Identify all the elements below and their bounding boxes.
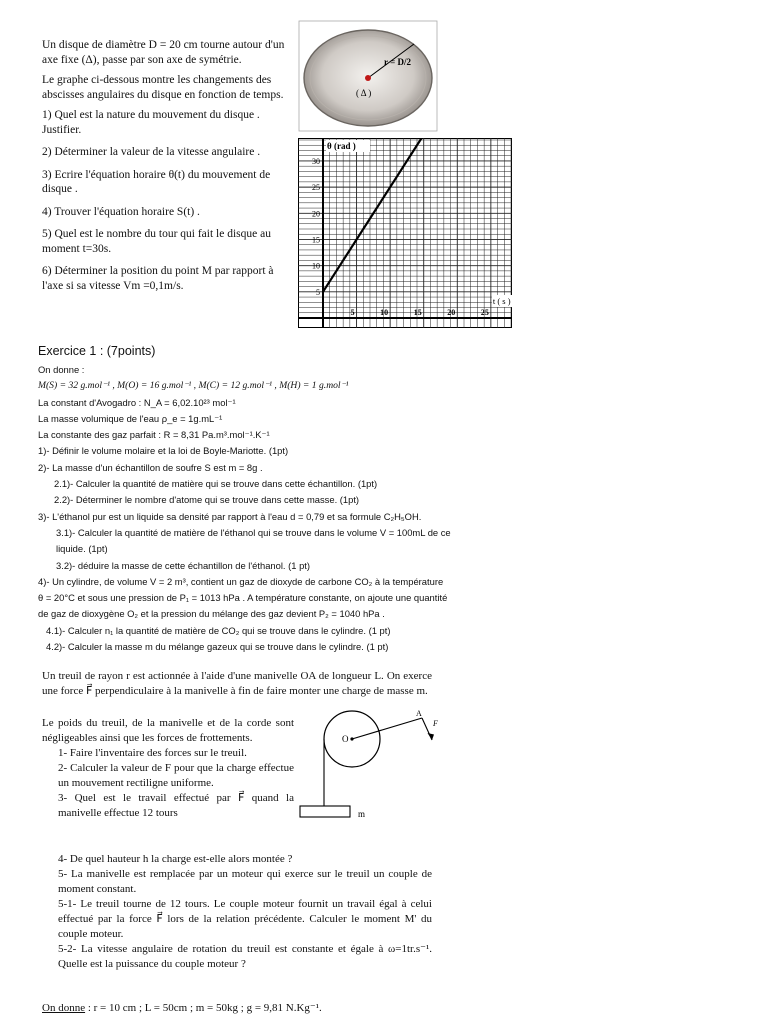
mass-label: m xyxy=(358,809,366,819)
x-tick-label: 25 xyxy=(480,308,489,317)
winch-question-2: 2- Calculer la valeur de F pour que la charge effectue un mouvement rectiligne uniforme. xyxy=(58,762,294,789)
winch-bottom-questions xyxy=(42,852,432,972)
force-label: F⃗ xyxy=(433,719,444,728)
x-tick-label: 10 xyxy=(380,308,389,317)
given-heading: On donne : xyxy=(38,364,85,375)
water-density: La masse volumique de l'eau ρ_e = 1g.mL⁻¹ xyxy=(38,412,223,424)
disk-illustration xyxy=(298,20,438,132)
x-tick-label: 15 xyxy=(413,308,422,317)
chem-question-1: 1)- Définir le volume molaire et la loi de Boyle-Mariotte. (1pt) xyxy=(38,445,289,457)
winch-center-label: O xyxy=(342,734,349,744)
chem-question-2-2: 2.2)- Déterminer le nombre d'atome qui se trouve dans cette masse. (1pt) xyxy=(54,494,360,506)
y-tick-label: 5 xyxy=(316,287,320,297)
chem-question-3-2: 3.2)- déduire la masse de cette échantillon de l'éthanol. (1 pt) xyxy=(56,559,311,571)
load-mass xyxy=(300,806,350,817)
winch-question-3: 3- Quel est le travail effectué par F⃗ quand la manivelle effectue 12 tours xyxy=(58,792,294,819)
crank-end-label: A xyxy=(416,709,422,718)
exercise-disk-text xyxy=(42,38,287,301)
chem-question-3-1-cont: liquide. (1pt) xyxy=(56,543,108,555)
question-5: 5) Quel est le nombre du tour qui fait le disque au moment t=30s. xyxy=(42,228,271,255)
given-values: : r = 10 cm ; L = 50cm ; m = 50kg ; g = 9,81 N.Kg⁻¹. xyxy=(85,1002,322,1014)
chem-question-3-1: 3.1)- Calculer la quantité de matière de l'éthanol qui se trouve dans le volume V = 100mL de ce xyxy=(56,526,451,538)
winch-given-data xyxy=(42,1001,322,1014)
question-4: 4) Trouver l'équation horaire S(t) . xyxy=(42,205,200,218)
y-tick-label: 15 xyxy=(312,235,320,245)
crank-arm xyxy=(352,718,422,739)
y-tick-label: 25 xyxy=(312,183,320,193)
chem-question-2-1: 2.1)- Calculer la quantité de matière qui se trouve dans cette échantillon. (1pt) xyxy=(54,478,378,490)
exercise-title: Exercice 1 : (7points) xyxy=(38,344,156,358)
winch-question-5: 5- La manivelle est remplacée par un moteur qui exerce sur le treuil un couple de moment constant. xyxy=(58,868,432,895)
winch-intro: Un treuil de rayon r est actionnée à l'aide d'une manivelle OA de longueur L. On exerce une force F⃗ perpendiculaire à la manivelle à fin de faire monter une charge de masse m. xyxy=(42,670,432,697)
disk-center xyxy=(365,75,371,81)
question-3: 3) Ecrire l'équation horaire θ(t) du mouvement de disque . xyxy=(42,168,271,195)
chem-question-3: 3)- L'éthanol pur est un liquide sa densité par rapport à l'eau d = 0,79 et sa formule C₂H₅OH. xyxy=(38,510,422,522)
graph-grid xyxy=(298,138,512,328)
question-6: 6) Déterminer la position du point M par rapport à l'axe si sa vitesse Vm =0,1m/s. xyxy=(42,265,274,292)
winch-weights-note: Le poids du treuil, de la manivelle et de la corde sont négligeables ainsi que les forces de frottements. xyxy=(42,717,294,744)
chem-question-4-cont-1: θ = 20°C et sous une pression de P₁ = 1013 hPa . A température constante, on ajoute une quantité xyxy=(38,592,448,604)
chem-question-4: 4)- Un cylindre, de volume V = 2 m³, contient un gaz de dioxyde de carbone CO₂ à la température xyxy=(38,575,444,587)
winch-question-1: 1- Faire l'inventaire des forces sur le treuil. xyxy=(58,747,247,759)
disk-intro: Un disque de diamètre D = 20 cm tourne autour d'un axe fixe (Δ), passe par son axe de symétrie. xyxy=(42,39,285,66)
graph-frame xyxy=(299,139,512,328)
winch-diagram xyxy=(298,706,444,826)
y-axis-label: θ (rad ) xyxy=(327,141,356,151)
winch-question-5-2: 5-2- La vitesse angulaire de rotation du treuil est constante et égale à ω=1tr.s⁻¹. Quelle est la puissance du couple moteur ? xyxy=(58,943,432,970)
x-axis-label: t ( s ) xyxy=(492,296,511,306)
question-1: 1) Quel est la nature du mouvement du disque . Justifier. xyxy=(42,109,260,136)
chem-question-4-1: 4.1)- Calculer n₁ la quantité de matière de CO₂ qui se trouve dans le cylindre. (1 pt) xyxy=(46,624,391,636)
winch-question-4: 4- De quel hauteur h la charge est-elle alors montée ? xyxy=(58,853,293,865)
theta-time-graph xyxy=(298,138,512,328)
x-tick-label: 20 xyxy=(447,308,456,317)
y-tick-label: 30 xyxy=(312,156,320,166)
chem-question-4-2: 4.2)- Calculer la masse m du mélange gazeux qui se trouve dans le cylindre. (1 pt) xyxy=(46,641,389,653)
exercise-chemistry xyxy=(38,344,518,655)
graph-intro: Le graphe ci-dessous montre les changements des abscisses angulaires du disque en fonction de temps. xyxy=(42,74,284,101)
winch-left-column xyxy=(42,716,294,821)
chem-question-2: 2)- La masse d'un échantillon de soufre S est m = 8g . xyxy=(38,461,263,473)
avogadro-constant: La constant d'Avogadro : N_A = 6,02.10²³ mol⁻¹ xyxy=(38,396,236,408)
question-2: 2) Déterminer la valeur de la vitesse angulaire . xyxy=(42,146,261,158)
axis-label: ( Δ ) xyxy=(356,88,372,98)
y-tick-label: 10 xyxy=(312,261,320,271)
y-tick-label: 20 xyxy=(312,209,320,219)
radius-label: r = D/2 xyxy=(384,57,411,67)
molar-masses: M(S) = 32 g.mol⁻¹ , M(O) = 16 g.mol⁻¹ , M(C) = 12 g.mol⁻¹ , M(H) = 1 g.mol⁻¹ xyxy=(38,380,349,392)
gas-constant: La constante des gaz parfait : R = 8,31 Pa.m³.mol⁻¹.K⁻¹ xyxy=(38,429,270,441)
winch-question-5-1: 5-1- Le treuil tourne de 12 tours. Le couple moteur fournit un travail égal à celui effectué par la force F⃗ lors de la relation précédente. Calculer le moment M' du couple moteur. xyxy=(58,898,432,940)
x-tick-label: 5 xyxy=(350,308,355,317)
given-label: On donne xyxy=(42,1002,86,1014)
chem-question-4-cont-2: de gaz de dioxygène O₂ et la pression du mélange des gaz devient P₂ = 1040 hPa . xyxy=(38,608,385,620)
